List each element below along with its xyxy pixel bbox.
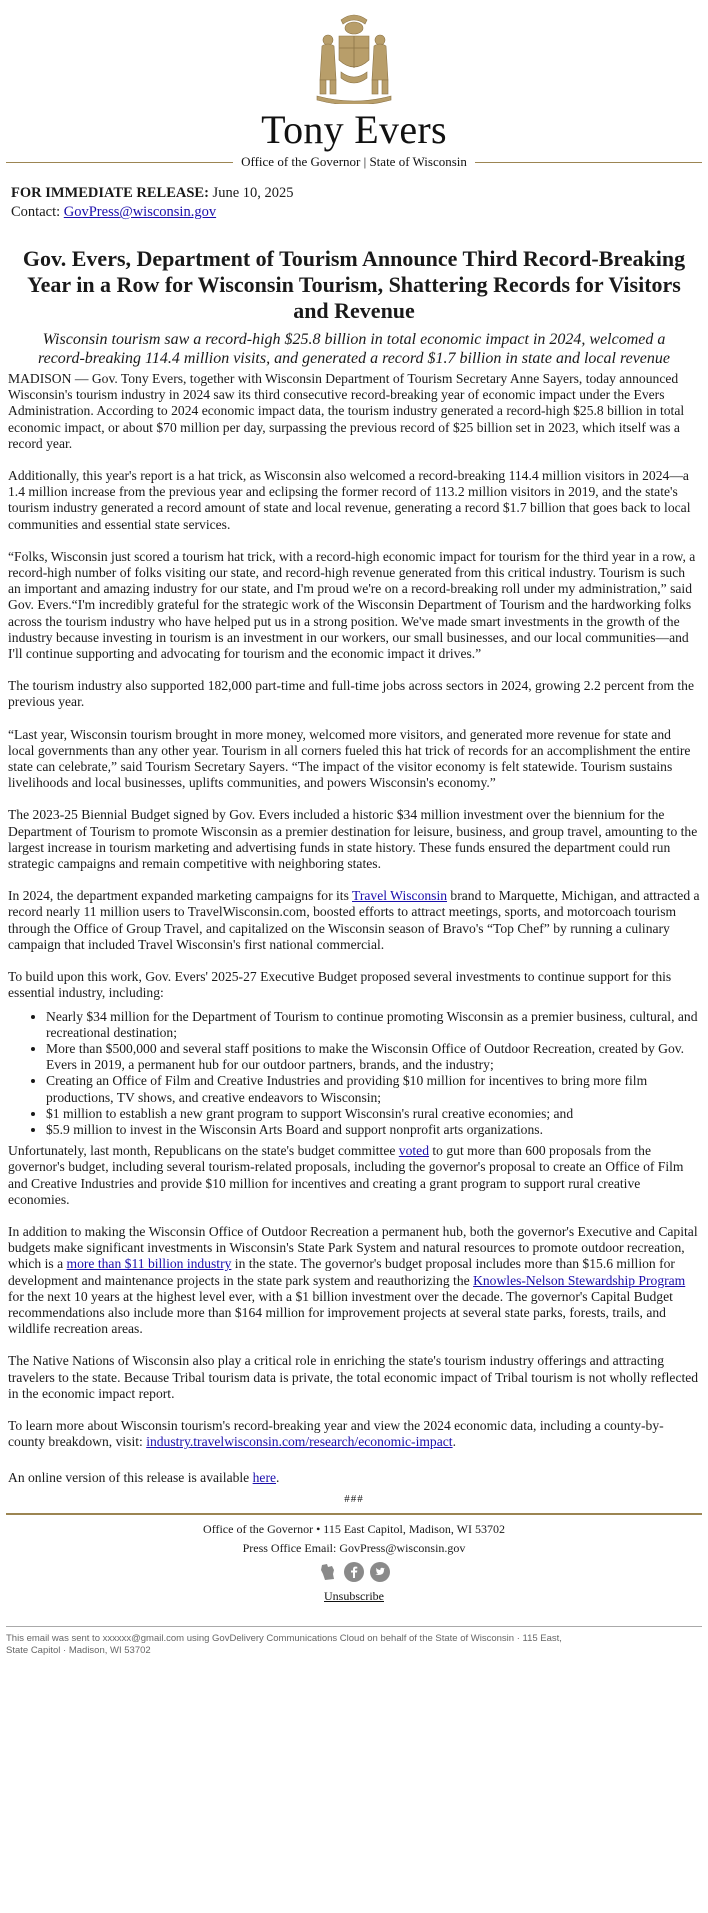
paragraph: MADISON — Gov. Tony Evers, together with Wisconsin Department of Tourism Secretary Anne Sayers, today announced Wisconsin's tourism industry in 2024 saw its third consecutive record-breaking year of economic impact under the Evers Administration. According to 2024 economic impact data, the tourism industry generated a record-high $25.8 billion in total economic impact, or about $70 million per day, surpassing the previous record of $25 billion set in 2023, which itself was a record year.: [8, 371, 685, 451]
contact-label: Contact:: [11, 204, 61, 220]
bottom-divider: [6, 1626, 702, 1627]
text: in the state. The governor's budget proposal includes more than $15.6 million for development and maintenance projects in the state park system and reauthorizing the: [8, 1256, 675, 1288]
headline: Gov. Evers, Department of Tourism Announce Third Record-Breaking Year in a Row for Wisconsin Tourism, Shattering Records for Visitors and Revenue: [22, 246, 686, 323]
stewardship-program-link[interactable]: Knowles-Nelson Stewardship Program: [473, 1272, 686, 1288]
text: to gut more than 600 proposals from the governor's budget, including several tourism-related proposals, including the governor's proposal to create an Office of Film and Creative Industries and provide $10 million for incentives and creating a grant program to support rural creative economies.: [8, 1143, 684, 1207]
paragraph: [8, 888, 700, 953]
social-links: [6, 1562, 702, 1582]
list-item: • $5.9 million to invest in the Wisconsin Arts Board and support nonprofit arts organizations.: [46, 1122, 700, 1138]
paragraph: [8, 1418, 700, 1450]
list-item: • Nearly $34 million for the Department of Tourism to continue promoting Wisconsin as a premier business, cultural, and recreational destination;: [46, 1009, 700, 1041]
travel-wisconsin-link[interactable]: Travel Wisconsin: [352, 888, 448, 904]
wisconsin-state-icon[interactable]: [318, 1562, 338, 1582]
paragraph: [8, 1224, 700, 1337]
footer-address: Office of the Governor • 115 East Capitol, Madison, WI 53702: [203, 1521, 505, 1536]
economic-impact-link[interactable]: industry.travelwisconsin.com/research/economic-impact: [146, 1434, 453, 1450]
office-line: [6, 154, 702, 170]
text: In addition to making the Wisconsin Office of Outdoor Recreation a permanent hub, both the governor's Executive and Capital budgets make significant investments in Wisconsin's State Park System and natural resources to promote outdoor recreation, which is a: [8, 1223, 698, 1272]
footer-press-email: Press Office Email: GovPress@wisconsin.gov: [242, 1540, 466, 1555]
text: brand to Marquette, Michigan, and attracted a record nearly 11 million users to TravelWisconsin.com, boosted efforts to attract meetings, sports, and motorcoach tourism through the Office of Group Travel, and capitalized on the Wisconsin season of Bravo's “Top Chef” by running a culinary campaign that included Travel Wisconsin's first national commercial.: [8, 888, 700, 952]
subhead: Wisconsin tourism saw a record-high $25.8 billion in total economic impact in 2024, welcomed a record-breaking 114.4 million visits, and generated a record $1.7 billion in state and local revenue: [37, 331, 671, 367]
fine-print: This email was sent to xxxxxx@gmail.com using GovDelivery Communications Cloud on behalf of the State of Wisconsin · 115 East, State Capitol · Madison, WI 53702: [6, 1632, 562, 1656]
text: .: [452, 1434, 456, 1450]
wisconsin-seal-icon: [311, 10, 397, 104]
paragraph: The 2023-25 Biennial Budget signed by Gov. Evers included a historic $34 million investment over the biennium for the Department of Tourism to promote Wisconsin as a premier destination for leisure, business, and group travel, amounting to the largest increase in tourism marketing and advertising funds in state history. These funds ensured the department could run strategic campaigns and remain competitive with neighboring states.: [8, 807, 698, 872]
text: An online version of this release is available: [8, 1470, 253, 1486]
paragraph: “Folks, Wisconsin just scored a tourism hat trick, with a record-high economic impact for tourism for the third year in a row, a record-high number of folks visiting our state, and record-high revenue generated from this critical industry. Tourism is such an important and amazing industry for our state, and I'm proud we're on a record-breaking roll under my administration,” said Gov. Evers.“I'm incredibly grateful for the strategic work of the Wisconsin Department of Tourism and the hardworking folks across the tourism industry who have helped put us in a strong position. We've made smart investments in the growth of the industry because investing in tourism is an investment in our workers, our small businesses, and our local communities—and I'll continue supporting and advocating for tourism and the economic impact it drives.”: [8, 548, 696, 662]
online-version-link[interactable]: here: [252, 1470, 277, 1486]
office-line-text: Office of the Governor | State of Wisconsin: [241, 154, 467, 169]
release-date-line: [11, 184, 702, 203]
text: Unfortunately, last month, Republicans on the state's budget committee: [8, 1143, 399, 1159]
text: To learn more about Wisconsin tourism's record-breaking year and view the 2024 economic data, including a county-by-county breakdown, visit:: [8, 1417, 664, 1450]
end-mark: ###: [344, 1492, 364, 1505]
list-item: • More than $500,000 and several staff positions to make the Wisconsin Office of Outdoor Recreation, created by Gov. Evers in 2019, a permanent hub for our outdoor partners, brands, and the industry;: [46, 1041, 700, 1073]
contact-line: [11, 203, 702, 222]
facebook-icon[interactable]: [344, 1562, 364, 1582]
voted-link[interactable]: voted: [398, 1143, 429, 1159]
twitter-icon[interactable]: [370, 1562, 390, 1582]
release-meta: [6, 184, 702, 222]
masthead: [6, 0, 702, 170]
unsubscribe-link[interactable]: Unsubscribe: [324, 1588, 384, 1603]
paragraph: The tourism industry also supported 182,000 part-time and full-time jobs across sectors in 2024, growing 2.2 percent from the previous year.: [8, 678, 694, 710]
release-date: June 10, 2025: [212, 185, 294, 201]
paragraph: To build upon this work, Gov. Evers' 2025-27 Executive Budget proposed several investments to continue support for this essential industry, including:: [8, 969, 672, 1001]
press-release-email: [6, 0, 702, 1657]
paragraph: Additionally, this year's report is a hat trick, as Wisconsin also welcomed a record-breaking 114.4 million visitors in 2024—a 1.4 million increase from the previous year and eclipsing the former record of 113.2 million visitors in 2019, and the state's tourism industry generated a record amount of state and local revenue, generating a record $1.7 billion that goes back to local communities and essential state services.: [8, 468, 691, 532]
paragraph: The Native Nations of Wisconsin also play a critical role in enriching the state's tourism industry offerings and attracting travelers to the state. Because Tribal tourism data is private, the total economic impact of Tribal tourism is not wholly reflected in the economic impact report.: [8, 1353, 699, 1401]
contact-email-link[interactable]: GovPress@wisconsin.gov: [63, 204, 217, 220]
list-item: • Creating an Office of Film and Creative Industries and providing $10 million for incentives to bring more film productions, TV shows, and creative endeavors to Wisconsin;: [46, 1073, 700, 1105]
unsubscribe: [6, 1588, 702, 1604]
paragraph: “Last year, Wisconsin tourism brought in more money, welcomed more visitors, and generated more revenue for state and local governments than any other year. Tourism in all corners fueled this hat trick of records for an accomplishment the entire state can celebrate,” said Tourism Secretary Sayers. “The impact of the visitor economy is felt statewide. Tourism sustains livelihoods and local businesses, uplifts communities, and powers Wisconsin's economy.”: [8, 726, 691, 791]
list-item: • $1 million to establish a new grant program to support Wisconsin's rural creative economies; and: [46, 1106, 700, 1122]
divider: [475, 162, 702, 163]
text: for the next 10 years at the highest level ever, with a $1 billion investment over the decade. The governor's Capital Budget recommendations also include more than $164 million for improvement projects at several state parks, forests, trails, and wildlife recreation areas.: [8, 1288, 673, 1337]
outdoor-industry-link[interactable]: more than $11 billion industry: [66, 1256, 232, 1272]
release-label: FOR IMMEDIATE RELEASE:: [11, 185, 209, 201]
text: .: [276, 1470, 280, 1486]
paragraph: [8, 1143, 700, 1208]
divider: [6, 162, 233, 163]
release-body: [8, 371, 700, 1507]
text: In 2024, the department expanded marketing campaigns for its: [8, 888, 353, 904]
governor-name: Tony Evers: [261, 107, 447, 152]
footer: [6, 1521, 702, 1604]
footer-divider: [6, 1513, 702, 1515]
investment-list: [8, 1009, 700, 1139]
paragraph: [8, 1470, 700, 1486]
